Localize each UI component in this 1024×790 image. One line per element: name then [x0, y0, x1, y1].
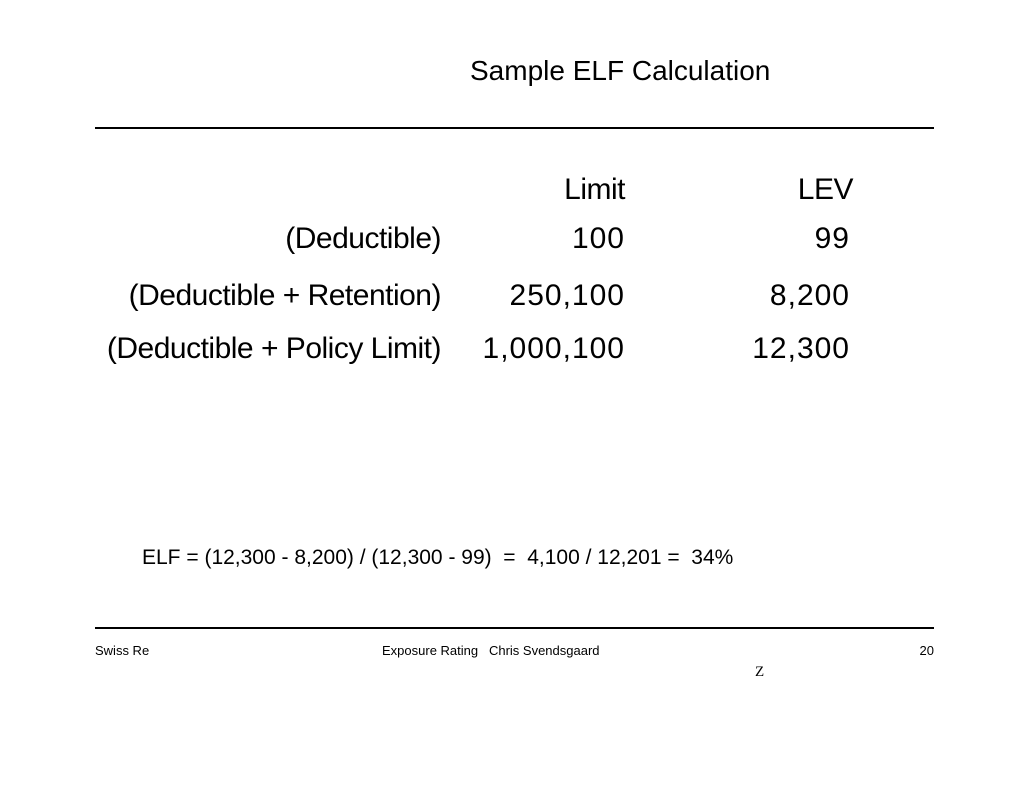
column-header-limit: Limit — [564, 173, 625, 206]
row-lev-deductible: 99 — [814, 222, 850, 255]
bottom-divider — [95, 627, 934, 629]
row-limit-deductible: 100 — [571, 222, 625, 255]
row-limit-policy-limit: 1,000,100 — [482, 332, 625, 365]
page-number: 20 — [919, 643, 934, 658]
row-lev-policy-limit: 12,300 — [752, 332, 850, 365]
footer-company: Swiss Re — [95, 643, 150, 658]
footer-presentation-info: Exposure Rating Chris Svendsgaard — [382, 643, 600, 658]
row-lev-retention: 8,200 — [769, 279, 850, 312]
elf-formula: ELF = (12,300 - 8,200) / (12,300 - 99) = 4,100 / 12,201 = 34% — [142, 546, 734, 569]
row-limit-retention: 250,100 — [509, 279, 625, 312]
row-label-policy-limit: (Deductible + Policy Limit) — [106, 332, 441, 365]
stray-mark: Z — [755, 664, 765, 680]
row-label-retention: (Deductible + Retention) — [128, 279, 441, 312]
column-header-lev: LEV — [797, 173, 853, 206]
row-label-deductible: (Deductible) — [285, 222, 441, 255]
slide-title: Sample ELF Calculation — [470, 55, 771, 86]
top-divider — [95, 127, 934, 129]
